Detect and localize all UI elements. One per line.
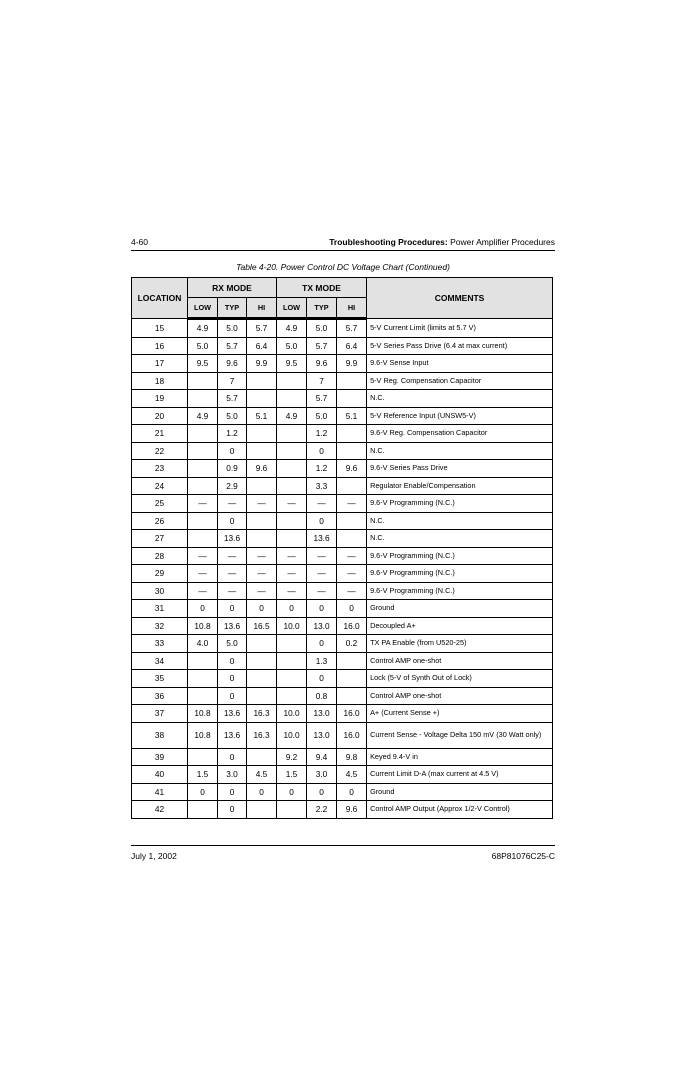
cell-rx-hi: [247, 530, 277, 548]
cell-location: 19: [132, 390, 188, 408]
cell-tx-typ: 0: [307, 512, 337, 530]
cell-location: 24: [132, 477, 188, 495]
cell-tx-low: [277, 801, 307, 819]
cell-tx-typ: 0: [307, 670, 337, 688]
cell-tx-low: 1.5: [277, 766, 307, 784]
cell-rx-hi: [247, 670, 277, 688]
cell-rx-low: [188, 670, 218, 688]
cell-tx-hi: —: [337, 582, 367, 600]
cell-location: 34: [132, 652, 188, 670]
footer-doc-number: 68P81076C25-C: [491, 851, 555, 861]
cell-tx-low: 4.9: [277, 319, 307, 338]
cell-rx-typ: —: [218, 565, 247, 583]
cell-tx-low: 5.0: [277, 337, 307, 355]
cell-tx-low: —: [277, 495, 307, 513]
header-rx-low: LOW: [188, 298, 218, 319]
cell-location: 16: [132, 337, 188, 355]
cell-rx-typ: 1.2: [218, 425, 247, 443]
cell-rx-typ: 3.0: [218, 766, 247, 784]
cell-rx-hi: 5.7: [247, 319, 277, 338]
cell-tx-hi: 9.6: [337, 801, 367, 819]
cell-rx-typ: 0: [218, 801, 247, 819]
cell-tx-typ: 0: [307, 635, 337, 653]
footer-date: July 1, 2002: [131, 851, 177, 861]
cell-tx-low: 10.0: [277, 617, 307, 635]
cell-location: 38: [132, 722, 188, 748]
cell-comment: 9.6-V Reg. Compensation Capacitor: [367, 425, 553, 443]
table-row: [132, 460, 553, 478]
cell-location: 21: [132, 425, 188, 443]
cell-rx-low: 0: [188, 783, 218, 801]
cell-rx-low: [188, 390, 218, 408]
cell-comment: TX PA Enable (from U520-25): [367, 635, 553, 653]
cell-rx-low: [188, 687, 218, 705]
cell-tx-typ: 5.7: [307, 390, 337, 408]
table-row: [132, 355, 553, 373]
cell-rx-low: —: [188, 582, 218, 600]
cell-location: 25: [132, 495, 188, 513]
cell-rx-hi: [247, 442, 277, 460]
header-tx-hi: HI: [337, 298, 367, 319]
cell-tx-typ: 7: [307, 372, 337, 390]
table-row: [132, 722, 553, 748]
page-number: 4-60: [131, 237, 149, 247]
cell-rx-typ: 0: [218, 600, 247, 618]
cell-tx-typ: 13.6: [307, 530, 337, 548]
cell-tx-low: [277, 512, 307, 530]
cell-tx-typ: 1.3: [307, 652, 337, 670]
cell-tx-hi: 16.0: [337, 705, 367, 723]
cell-rx-hi: —: [247, 565, 277, 583]
cell-comment: N.C.: [367, 390, 553, 408]
cell-tx-typ: 3.0: [307, 766, 337, 784]
cell-rx-hi: 9.9: [247, 355, 277, 373]
cell-rx-hi: [247, 425, 277, 443]
cell-tx-typ: 3.3: [307, 477, 337, 495]
cell-comment: Lock (5-V of Synth Out of Lock): [367, 670, 553, 688]
cell-rx-typ: 5.0: [218, 635, 247, 653]
cell-rx-low: —: [188, 495, 218, 513]
header-rule: [131, 250, 555, 251]
cell-tx-typ: 5.0: [307, 407, 337, 425]
cell-comment: 9.6-V Programming (N.C.): [367, 495, 553, 513]
cell-comment: 5-V Reg. Compensation Capacitor: [367, 372, 553, 390]
header-tx-low: LOW: [277, 298, 307, 319]
header-tx-typ: TYP: [307, 298, 337, 319]
table-row: [132, 766, 553, 784]
cell-location: 42: [132, 801, 188, 819]
cell-rx-typ: 13.6: [218, 530, 247, 548]
cell-rx-low: [188, 460, 218, 478]
cell-rx-hi: 16.3: [247, 705, 277, 723]
cell-rx-typ: 5.7: [218, 390, 247, 408]
cell-comment: Ground: [367, 600, 553, 618]
cell-rx-low: [188, 425, 218, 443]
cell-rx-typ: 0: [218, 783, 247, 801]
cell-rx-hi: [247, 512, 277, 530]
header-location: LOCATION: [132, 278, 188, 319]
cell-comment: Control AMP Output (Approx 1/2-V Control): [367, 801, 553, 819]
cell-tx-hi: 9.8: [337, 748, 367, 766]
cell-tx-low: [277, 442, 307, 460]
cell-comment: Keyed 9.4-V in: [367, 748, 553, 766]
cell-rx-hi: [247, 652, 277, 670]
cell-tx-low: —: [277, 565, 307, 583]
cell-tx-typ: 13.0: [307, 722, 337, 748]
table-row: [132, 495, 553, 513]
footer-rule: [131, 845, 555, 846]
cell-rx-typ: 9.6: [218, 355, 247, 373]
cell-tx-hi: 16.0: [337, 722, 367, 748]
cell-rx-low: 4.9: [188, 319, 218, 338]
cell-comment: Ground: [367, 783, 553, 801]
cell-rx-hi: [247, 477, 277, 495]
table-row: [132, 582, 553, 600]
cell-tx-low: [277, 460, 307, 478]
cell-tx-low: 0: [277, 783, 307, 801]
cell-tx-typ: 0: [307, 783, 337, 801]
cell-comment: 9.6-V Programming (N.C.): [367, 565, 553, 583]
cell-tx-hi: [337, 687, 367, 705]
header-rx-hi: HI: [247, 298, 277, 319]
cell-rx-hi: [247, 748, 277, 766]
cell-tx-typ: 9.6: [307, 355, 337, 373]
cell-rx-typ: 0: [218, 687, 247, 705]
cell-tx-typ: 2.2: [307, 801, 337, 819]
cell-rx-low: [188, 477, 218, 495]
cell-location: 20: [132, 407, 188, 425]
cell-tx-hi: —: [337, 495, 367, 513]
cell-tx-hi: [337, 425, 367, 443]
cell-rx-typ: 13.6: [218, 722, 247, 748]
header-row-group: [132, 278, 553, 298]
cell-tx-low: 0: [277, 600, 307, 618]
cell-rx-typ: 5.7: [218, 337, 247, 355]
table-row: [132, 337, 553, 355]
cell-tx-hi: [337, 652, 367, 670]
table-row: [132, 617, 553, 635]
cell-comment: A+ (Current Sense +): [367, 705, 553, 723]
cell-rx-low: [188, 512, 218, 530]
table-row: [132, 565, 553, 583]
cell-rx-typ: 13.6: [218, 617, 247, 635]
table-row: [132, 390, 553, 408]
table-row: [132, 319, 553, 338]
cell-tx-typ: —: [307, 565, 337, 583]
table-caption: Table 4-20. Power Control DC Voltage Chart (Continued): [236, 262, 450, 272]
cell-rx-low: [188, 652, 218, 670]
cell-comment: 5-V Current Limit (limits at 5.7 V): [367, 319, 553, 338]
cell-rx-low: 10.8: [188, 722, 218, 748]
table-row: [132, 652, 553, 670]
cell-tx-low: [277, 652, 307, 670]
cell-tx-typ: —: [307, 495, 337, 513]
cell-rx-typ: 13.6: [218, 705, 247, 723]
cell-tx-hi: 0: [337, 783, 367, 801]
table-row: [132, 530, 553, 548]
cell-tx-typ: 5.7: [307, 337, 337, 355]
cell-location: 23: [132, 460, 188, 478]
cell-rx-low: 1.5: [188, 766, 218, 784]
table-row: [132, 512, 553, 530]
cell-tx-hi: 0: [337, 600, 367, 618]
cell-comment: Control AMP one-shot: [367, 687, 553, 705]
table-row: [132, 547, 553, 565]
cell-rx-typ: 5.0: [218, 407, 247, 425]
cell-rx-typ: 0: [218, 442, 247, 460]
cell-tx-low: [277, 390, 307, 408]
cell-rx-hi: [247, 372, 277, 390]
cell-location: 15: [132, 319, 188, 338]
header-comments: COMMENTS: [367, 278, 553, 319]
header-rx-typ: TYP: [218, 298, 247, 319]
table-row: [132, 407, 553, 425]
cell-tx-typ: 5.0: [307, 319, 337, 338]
cell-tx-hi: [337, 390, 367, 408]
section-title: [329, 237, 555, 247]
cell-comment: N.C.: [367, 442, 553, 460]
cell-rx-typ: —: [218, 495, 247, 513]
cell-tx-hi: 5.1: [337, 407, 367, 425]
cell-rx-low: 10.8: [188, 617, 218, 635]
cell-comment: 9.6-V Series Pass Drive: [367, 460, 553, 478]
cell-tx-typ: 0: [307, 442, 337, 460]
cell-tx-low: —: [277, 547, 307, 565]
cell-rx-hi: [247, 635, 277, 653]
cell-tx-typ: 0.8: [307, 687, 337, 705]
cell-rx-hi: 5.1: [247, 407, 277, 425]
cell-tx-low: 10.0: [277, 722, 307, 748]
cell-tx-hi: 6.4: [337, 337, 367, 355]
cell-rx-typ: 0: [218, 652, 247, 670]
cell-tx-hi: [337, 512, 367, 530]
cell-rx-hi: [247, 801, 277, 819]
cell-comment: Regulator Enable/Compensation: [367, 477, 553, 495]
table-row: [132, 670, 553, 688]
cell-rx-hi: 16.3: [247, 722, 277, 748]
cell-tx-typ: —: [307, 582, 337, 600]
cell-tx-typ: 13.0: [307, 705, 337, 723]
cell-rx-low: 5.0: [188, 337, 218, 355]
cell-tx-typ: 1.2: [307, 425, 337, 443]
table-row: [132, 372, 553, 390]
cell-rx-hi: 16.5: [247, 617, 277, 635]
table-row: [132, 687, 553, 705]
cell-location: 27: [132, 530, 188, 548]
cell-rx-low: 9.5: [188, 355, 218, 373]
header-rx-mode: RX MODE: [188, 278, 277, 298]
cell-tx-typ: 9.4: [307, 748, 337, 766]
cell-rx-hi: [247, 687, 277, 705]
cell-rx-low: 4.0: [188, 635, 218, 653]
cell-rx-low: [188, 530, 218, 548]
cell-comment: N.C.: [367, 530, 553, 548]
cell-location: 36: [132, 687, 188, 705]
cell-tx-low: [277, 670, 307, 688]
cell-comment: 9.6-V Programming (N.C.): [367, 547, 553, 565]
voltage-chart-table: [131, 277, 553, 819]
cell-tx-typ: 1.2: [307, 460, 337, 478]
cell-tx-low: 9.5: [277, 355, 307, 373]
cell-rx-low: [188, 442, 218, 460]
cell-tx-hi: 4.5: [337, 766, 367, 784]
cell-rx-low: [188, 801, 218, 819]
table-row: [132, 801, 553, 819]
cell-tx-hi: 16.0: [337, 617, 367, 635]
cell-location: 28: [132, 547, 188, 565]
cell-tx-hi: 9.6: [337, 460, 367, 478]
cell-tx-low: [277, 687, 307, 705]
cell-tx-low: [277, 372, 307, 390]
cell-location: 33: [132, 635, 188, 653]
cell-comment: Decoupled A+: [367, 617, 553, 635]
cell-tx-hi: [337, 372, 367, 390]
header-tx-mode: TX MODE: [277, 278, 367, 298]
cell-comment: Current Limit D-A (max current at 4.5 V): [367, 766, 553, 784]
cell-location: 37: [132, 705, 188, 723]
cell-rx-low: 10.8: [188, 705, 218, 723]
cell-location: 18: [132, 372, 188, 390]
cell-tx-hi: 9.9: [337, 355, 367, 373]
cell-tx-low: [277, 635, 307, 653]
cell-tx-hi: 5.7: [337, 319, 367, 338]
cell-tx-hi: —: [337, 547, 367, 565]
table-row: [132, 477, 553, 495]
cell-tx-hi: [337, 670, 367, 688]
cell-location: 30: [132, 582, 188, 600]
cell-rx-typ: 5.0: [218, 319, 247, 338]
cell-tx-low: —: [277, 582, 307, 600]
cell-comment: N.C.: [367, 512, 553, 530]
section-title-rest: Power Amplifier Procedures: [447, 237, 555, 247]
cell-tx-low: 10.0: [277, 705, 307, 723]
cell-tx-hi: [337, 442, 367, 460]
table-row: [132, 705, 553, 723]
table-row: [132, 635, 553, 653]
cell-rx-typ: 0: [218, 512, 247, 530]
cell-rx-hi: [247, 390, 277, 408]
cell-rx-typ: 0.9: [218, 460, 247, 478]
cell-rx-typ: —: [218, 547, 247, 565]
cell-rx-low: —: [188, 547, 218, 565]
cell-location: 40: [132, 766, 188, 784]
cell-location: 31: [132, 600, 188, 618]
cell-comment: Control AMP one-shot: [367, 652, 553, 670]
cell-rx-low: 4.9: [188, 407, 218, 425]
cell-location: 39: [132, 748, 188, 766]
cell-comment: 5-V Series Pass Drive (6.4 at max current): [367, 337, 553, 355]
cell-tx-hi: —: [337, 565, 367, 583]
table-row: [132, 600, 553, 618]
cell-comment: 9.6-V Sense Input: [367, 355, 553, 373]
cell-rx-hi: 4.5: [247, 766, 277, 784]
cell-rx-typ: 0: [218, 748, 247, 766]
cell-rx-hi: 6.4: [247, 337, 277, 355]
cell-tx-typ: —: [307, 547, 337, 565]
cell-tx-typ: 0: [307, 600, 337, 618]
cell-rx-hi: —: [247, 495, 277, 513]
table-row: [132, 442, 553, 460]
cell-location: 22: [132, 442, 188, 460]
cell-rx-hi: 9.6: [247, 460, 277, 478]
cell-tx-typ: 13.0: [307, 617, 337, 635]
cell-rx-typ: —: [218, 582, 247, 600]
cell-rx-low: 0: [188, 600, 218, 618]
cell-location: 32: [132, 617, 188, 635]
table-body: [132, 319, 553, 819]
cell-tx-hi: [337, 477, 367, 495]
cell-tx-low: 9.2: [277, 748, 307, 766]
table-row: [132, 748, 553, 766]
cell-rx-typ: 2.9: [218, 477, 247, 495]
cell-tx-low: [277, 477, 307, 495]
cell-location: 29: [132, 565, 188, 583]
cell-location: 17: [132, 355, 188, 373]
cell-tx-low: [277, 530, 307, 548]
cell-comment: 9.6-V Programming (N.C.): [367, 582, 553, 600]
cell-tx-low: 4.9: [277, 407, 307, 425]
table-row: [132, 425, 553, 443]
cell-rx-typ: 0: [218, 670, 247, 688]
cell-tx-low: [277, 425, 307, 443]
cell-rx-low: [188, 372, 218, 390]
cell-rx-typ: 7: [218, 372, 247, 390]
cell-comment: 5-V Reference Input (UNSW5-V): [367, 407, 553, 425]
cell-rx-hi: 0: [247, 783, 277, 801]
section-title-bold: Troubleshooting Procedures:: [329, 237, 448, 247]
cell-location: 26: [132, 512, 188, 530]
cell-location: 35: [132, 670, 188, 688]
table-row: [132, 783, 553, 801]
cell-rx-low: [188, 748, 218, 766]
cell-tx-hi: 0.2: [337, 635, 367, 653]
cell-rx-low: —: [188, 565, 218, 583]
cell-rx-hi: —: [247, 547, 277, 565]
cell-comment: Current Sense - Voltage Delta 150 mV (30 Watt only): [367, 722, 553, 748]
cell-tx-hi: [337, 530, 367, 548]
cell-rx-hi: 0: [247, 600, 277, 618]
cell-location: 41: [132, 783, 188, 801]
cell-rx-hi: —: [247, 582, 277, 600]
